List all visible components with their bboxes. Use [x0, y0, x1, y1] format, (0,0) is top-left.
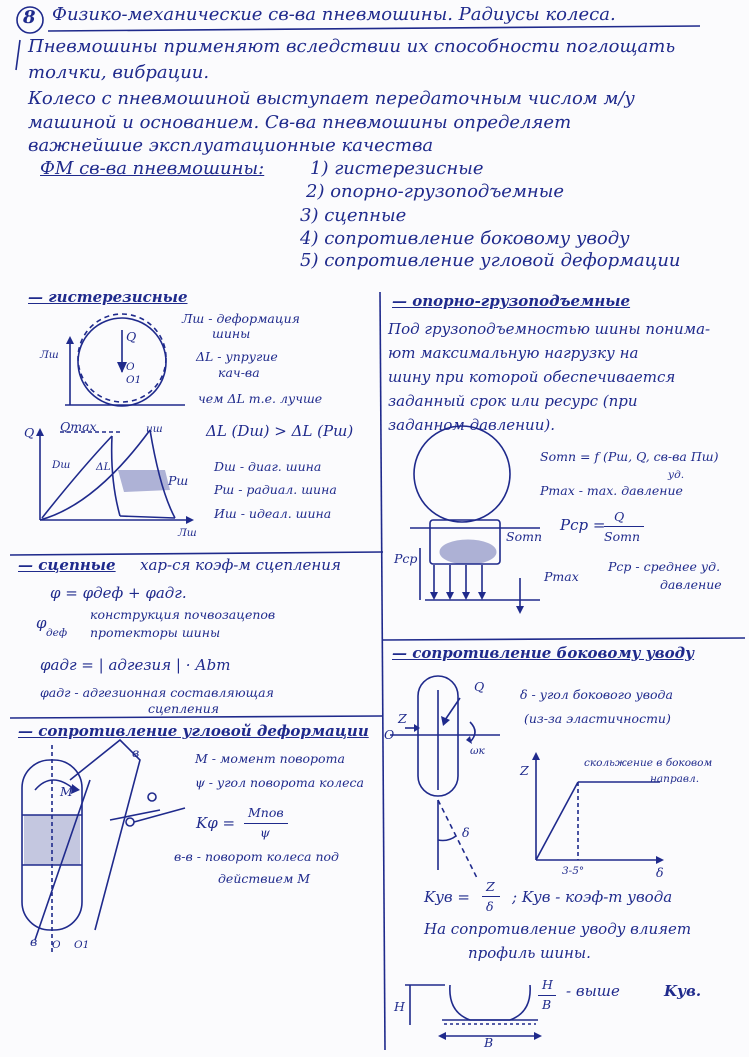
angular-frac-den: ψ	[260, 825, 270, 840]
angular-label-o: O	[52, 939, 61, 951]
hyst-label-dsh: Dш	[52, 459, 71, 471]
page-title: Физико-механические св-ва пневмошины. Радиусы колеса.	[52, 4, 616, 25]
angular-drawing	[22, 740, 185, 955]
intro-line-4: машиной и основанием. Св-ва пневмошины определяет	[28, 112, 572, 133]
support-text-1: Под грузоподъемностью шины понима-	[388, 320, 711, 338]
lateral-frac-den: δ	[486, 899, 494, 914]
coupling-line-1: φ = φдеф + φадг.	[50, 584, 187, 602]
lateral-line-2: (из-за эластичности)	[524, 711, 671, 726]
hyst-note-4: кач-ва	[218, 365, 260, 380]
support-formula-pcp-def2: давление	[660, 577, 722, 592]
intro-line-1: Пневмошины применяют вследствии их способности поглощать	[28, 36, 676, 57]
hyst-axis-l: Лш	[178, 527, 197, 539]
lateral-axis-delta: δ	[656, 865, 664, 880]
title-underline	[48, 26, 700, 31]
lateral-label-z: Z	[398, 711, 407, 726]
fmsv-item-1: 1) гистерезисные	[310, 158, 484, 179]
divider-hyst-coupling	[10, 552, 383, 555]
support-text-5: заданном давлении).	[388, 416, 555, 434]
support-label-pcp: Pср	[394, 551, 418, 566]
intro-line-2: толчки, вибрации.	[28, 62, 210, 83]
angular-line-1: М - момент поворота	[195, 751, 345, 766]
lateral-label-o: O	[384, 727, 395, 742]
coupling-desc: хар-ся коэф-м сцепления	[140, 556, 341, 574]
angular-label-m: М	[60, 784, 73, 799]
hyst-note-6: ΔL (Dш) > ΔL (Pш)	[206, 422, 354, 440]
angular-label-o1: O1	[74, 939, 90, 951]
coupling-line-5: φадг - адгезионная составляющая	[40, 685, 274, 700]
hyst-note-1: Лш - деформация	[182, 311, 300, 326]
coupling-line-3: протекторы шины	[90, 625, 221, 640]
fmsv-item-4: 4) сопротивление боковому уводу	[300, 228, 630, 249]
hyst-title: — гистерезисные	[28, 288, 188, 306]
support-formula-pcp-def: Pср - среднее уд.	[608, 559, 721, 574]
coupling-line-2: конструкция почвозацепов	[90, 607, 276, 622]
hyst-wheel-drawing	[65, 314, 185, 406]
margin-mark	[16, 40, 20, 70]
fmsv-item-3: 3) сцепные	[300, 205, 407, 226]
lateral-angle: 3-5°	[562, 865, 585, 877]
support-formula-ud: уд.	[668, 469, 685, 481]
coupling-line-4: φадг = | адгезия | · Аbm	[40, 656, 231, 674]
hyst-label-q: Q	[126, 329, 137, 344]
lateral-line-4: направл.	[650, 773, 700, 785]
lateral-axis-z: Z	[520, 763, 529, 778]
angular-label-b1: в	[132, 745, 140, 760]
support-formula-pcp: Pср =	[560, 516, 606, 534]
hyst-label-lsh: Лш	[40, 349, 59, 361]
support-formula-1: Sотп = f (Pш, Q, св-ва Пш)	[540, 449, 719, 464]
hyst-note-3: ΔL - упругие	[196, 349, 278, 364]
support-label-s: Sотп	[506, 529, 542, 544]
fmsv-item-2: 2) опорно-грузоподъемные	[306, 181, 565, 202]
support-text-4: заданный срок или ресурс (при	[388, 392, 638, 410]
support-title: — опорно-грузоподъемные	[392, 292, 631, 310]
hyst-label-o1: O1	[126, 374, 142, 386]
support-wheel-drawing	[410, 426, 540, 614]
lateral-line-6: профиль шины.	[468, 944, 591, 962]
lateral-frac2-num: Н	[542, 977, 553, 992]
angular-label-b2: в	[30, 934, 38, 949]
angular-frac-bar	[244, 823, 288, 824]
lateral-label-b: В	[484, 1035, 494, 1050]
angular-line-2: ψ - угол поворота колеса	[195, 775, 364, 790]
support-text-2: ют максимальную нагрузку на	[388, 344, 639, 362]
coupling-line-6: сцепления	[148, 701, 220, 716]
lateral-label-h: Н	[394, 999, 405, 1014]
coupling-def: деф	[46, 627, 68, 639]
lateral-frac-bar	[482, 896, 500, 897]
hyst-label-ish: иш	[146, 423, 163, 435]
hyst-note-8: Pш - радиал. шина	[214, 482, 337, 497]
support-frac-num: Q	[614, 509, 625, 524]
lateral-frac-num: Z	[486, 879, 495, 894]
vertical-divider	[380, 292, 385, 1050]
hyst-note-5: чем ΔL т.е. лучше	[198, 391, 323, 406]
intro-line-3: Колесо с пневмошиной выступает передаточным числом м/у	[28, 88, 635, 109]
support-formula-2: Pmax - max. давление	[540, 483, 683, 498]
lateral-label-delta: δ	[462, 825, 470, 840]
page-number: 8	[23, 7, 36, 28]
coupling-title: — сцепные	[18, 556, 116, 574]
intro-line-5: важнейшие эксплуатационные качества	[28, 135, 434, 156]
lateral-label-q: Q	[474, 679, 485, 694]
fmsv-label: ФМ св-ва пневмошины:	[40, 158, 265, 179]
lateral-drawing	[390, 676, 664, 1040]
coupling-phi: φ	[36, 614, 47, 632]
lateral-title: — сопротивление боковому уводу	[392, 644, 695, 662]
divider-coupling-angular	[10, 716, 383, 718]
hyst-label-psh: Pш	[168, 473, 189, 488]
lateral-frac2-den: В	[542, 997, 552, 1012]
hyst-label-qmax: Qmax	[60, 419, 97, 434]
angular-kphi: Kφ =	[196, 814, 236, 832]
support-label-pmax: Pmax	[544, 569, 579, 584]
angular-title: — сопротивление угловой деформации	[18, 722, 369, 740]
angular-frac-num: Мпов	[248, 805, 284, 820]
fmsv-item-5: 5) сопротивление угловой деформации	[300, 250, 681, 271]
lateral-kuv-def: ; Kув - коэф-т увода	[512, 888, 673, 906]
divider-support-lateral	[383, 638, 745, 640]
lateral-label-wk: ωк	[470, 745, 485, 757]
lateral-line-3: скольжение в боковом	[584, 757, 713, 769]
hyst-note-9: Иш - идеал. шина	[214, 506, 332, 521]
support-frac-den: Sотп	[604, 529, 640, 544]
lateral-kuv: Kув =	[424, 888, 470, 906]
lateral-line-8: Kув.	[664, 982, 702, 1000]
support-text-3: шину при которой обеспечивается	[388, 368, 676, 386]
angular-line-4: действием М	[218, 871, 311, 886]
hyst-label-o: O	[126, 361, 135, 373]
hyst-axis-q: Q	[24, 425, 35, 440]
lateral-line-7: - выше	[566, 982, 620, 1000]
hyst-label-dl: ΔL	[96, 461, 111, 473]
angular-line-3: в-в - поворот колеса под	[174, 849, 339, 864]
lateral-line-5: На сопротивление уводу влияет	[424, 920, 692, 938]
hyst-note-2: шины	[212, 326, 251, 341]
lateral-line-1: δ - угол бокового увода	[520, 687, 673, 702]
hyst-note-7: Dш - диаг. шина	[214, 459, 322, 474]
lateral-frac2-bar	[538, 995, 556, 996]
support-frac-bar	[604, 526, 644, 527]
